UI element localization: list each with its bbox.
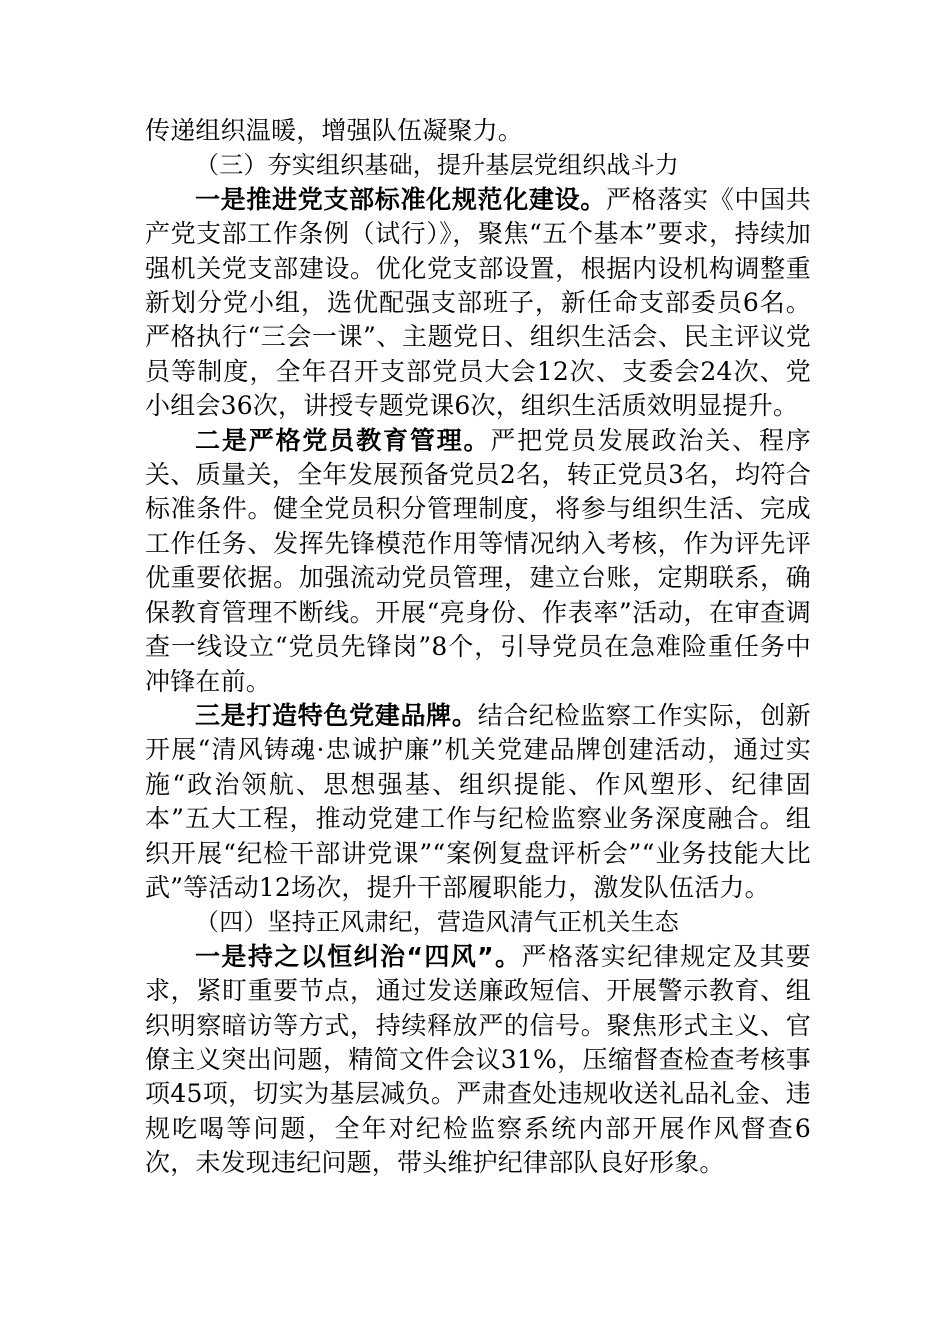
paragraph-text: 结合纪检监察工作实际，创新开展“清风铸魂·忠诚护廉”机关党建品牌创建活动，通过实施“政治领航、思想强基、组织提能、作风塑形、纪律固本”五大工程，推动党建工作与纪检监察业务深度融合。组织开展“纪检干部讲党课”“案例复盘评析会”“业务技能大比武”等活动12场次，提升干部履职能力，激发队伍活力。 (145, 700, 812, 902)
paragraph-text: 严格落实纪律规定及其要求，紧盯重要节点，通过发送廉政短信、开展警示教育、组织明察暗访等方式，持续释放严的信号。聚焦形式主义、官僚主义突出问题，精简文件会议31%，压缩督查检查考核事项45项，切实为基层减负。严肃查处违规收送礼品礼金、违规吃喝等问题，全年对纪检监察系统内部开展作风督查6次，未发现违纪问题，带头维护纪律部队良好形象。 (145, 941, 812, 1178)
paragraph-text: 严格落实《中国共产党支部工作条例（试行）》，聚焦“五个基本”要求，持续加强机关党支部建设。优化党支部设置，根据内设机构调整重新划分党小组，选优配强支部班子，新任命支部委员6名。严格执行“三会一课”、主题党日、组织生活会、民主评议党员等制度，全年召开支部党员大会12次、支委会24次、党小组会36次，讲授专题党课6次，组织生活质效明显提升。 (145, 184, 811, 421)
paragraph-four-winds (145, 940, 811, 1181)
paragraph-lead: 二是严格党员教育管理。 (195, 425, 491, 455)
paragraph-member-education (145, 424, 811, 699)
paragraph-text: 传递组织温暖，增强队伍凝聚力。 (145, 116, 524, 145)
paragraph-text: 严把党员发展政治关、程序关、质量关，全年发展预备党员2名，转正党员3名，均符合标准条件。健全党员积分管理制度，将参与组织生活、完成工作任务、发挥先锋模范作用等情况纳入考核，作为评先评优重要依据。加强流动党员管理，建立台账，定期联系，确保教育管理不断线。开展“亮身份、作表率”活动，在审查调查一线设立“党员先锋岗”8个，引导党员在急难险重任务中冲锋在前。 (145, 425, 812, 696)
document-page (145, 114, 811, 1181)
section-heading-three (145, 148, 811, 182)
paragraph-lead: 三是打造特色党建品牌。 (195, 700, 478, 730)
paragraph-continuation (145, 114, 811, 148)
paragraph-party-brand (145, 699, 811, 905)
paragraph-lead: 一是推进党支部标准化规范化建设。 (195, 184, 606, 214)
section-heading-text: （三）夯实组织基础，提升基层党组织战斗力 (195, 151, 679, 180)
paragraph-party-branch-standardization (145, 183, 811, 424)
section-heading-text: （四）坚持正风肃纪，营造风清气正机关生态 (195, 908, 679, 937)
paragraph-lead: 一是持之以恒纠治“四风”。 (195, 941, 522, 971)
section-heading-four (145, 905, 811, 939)
